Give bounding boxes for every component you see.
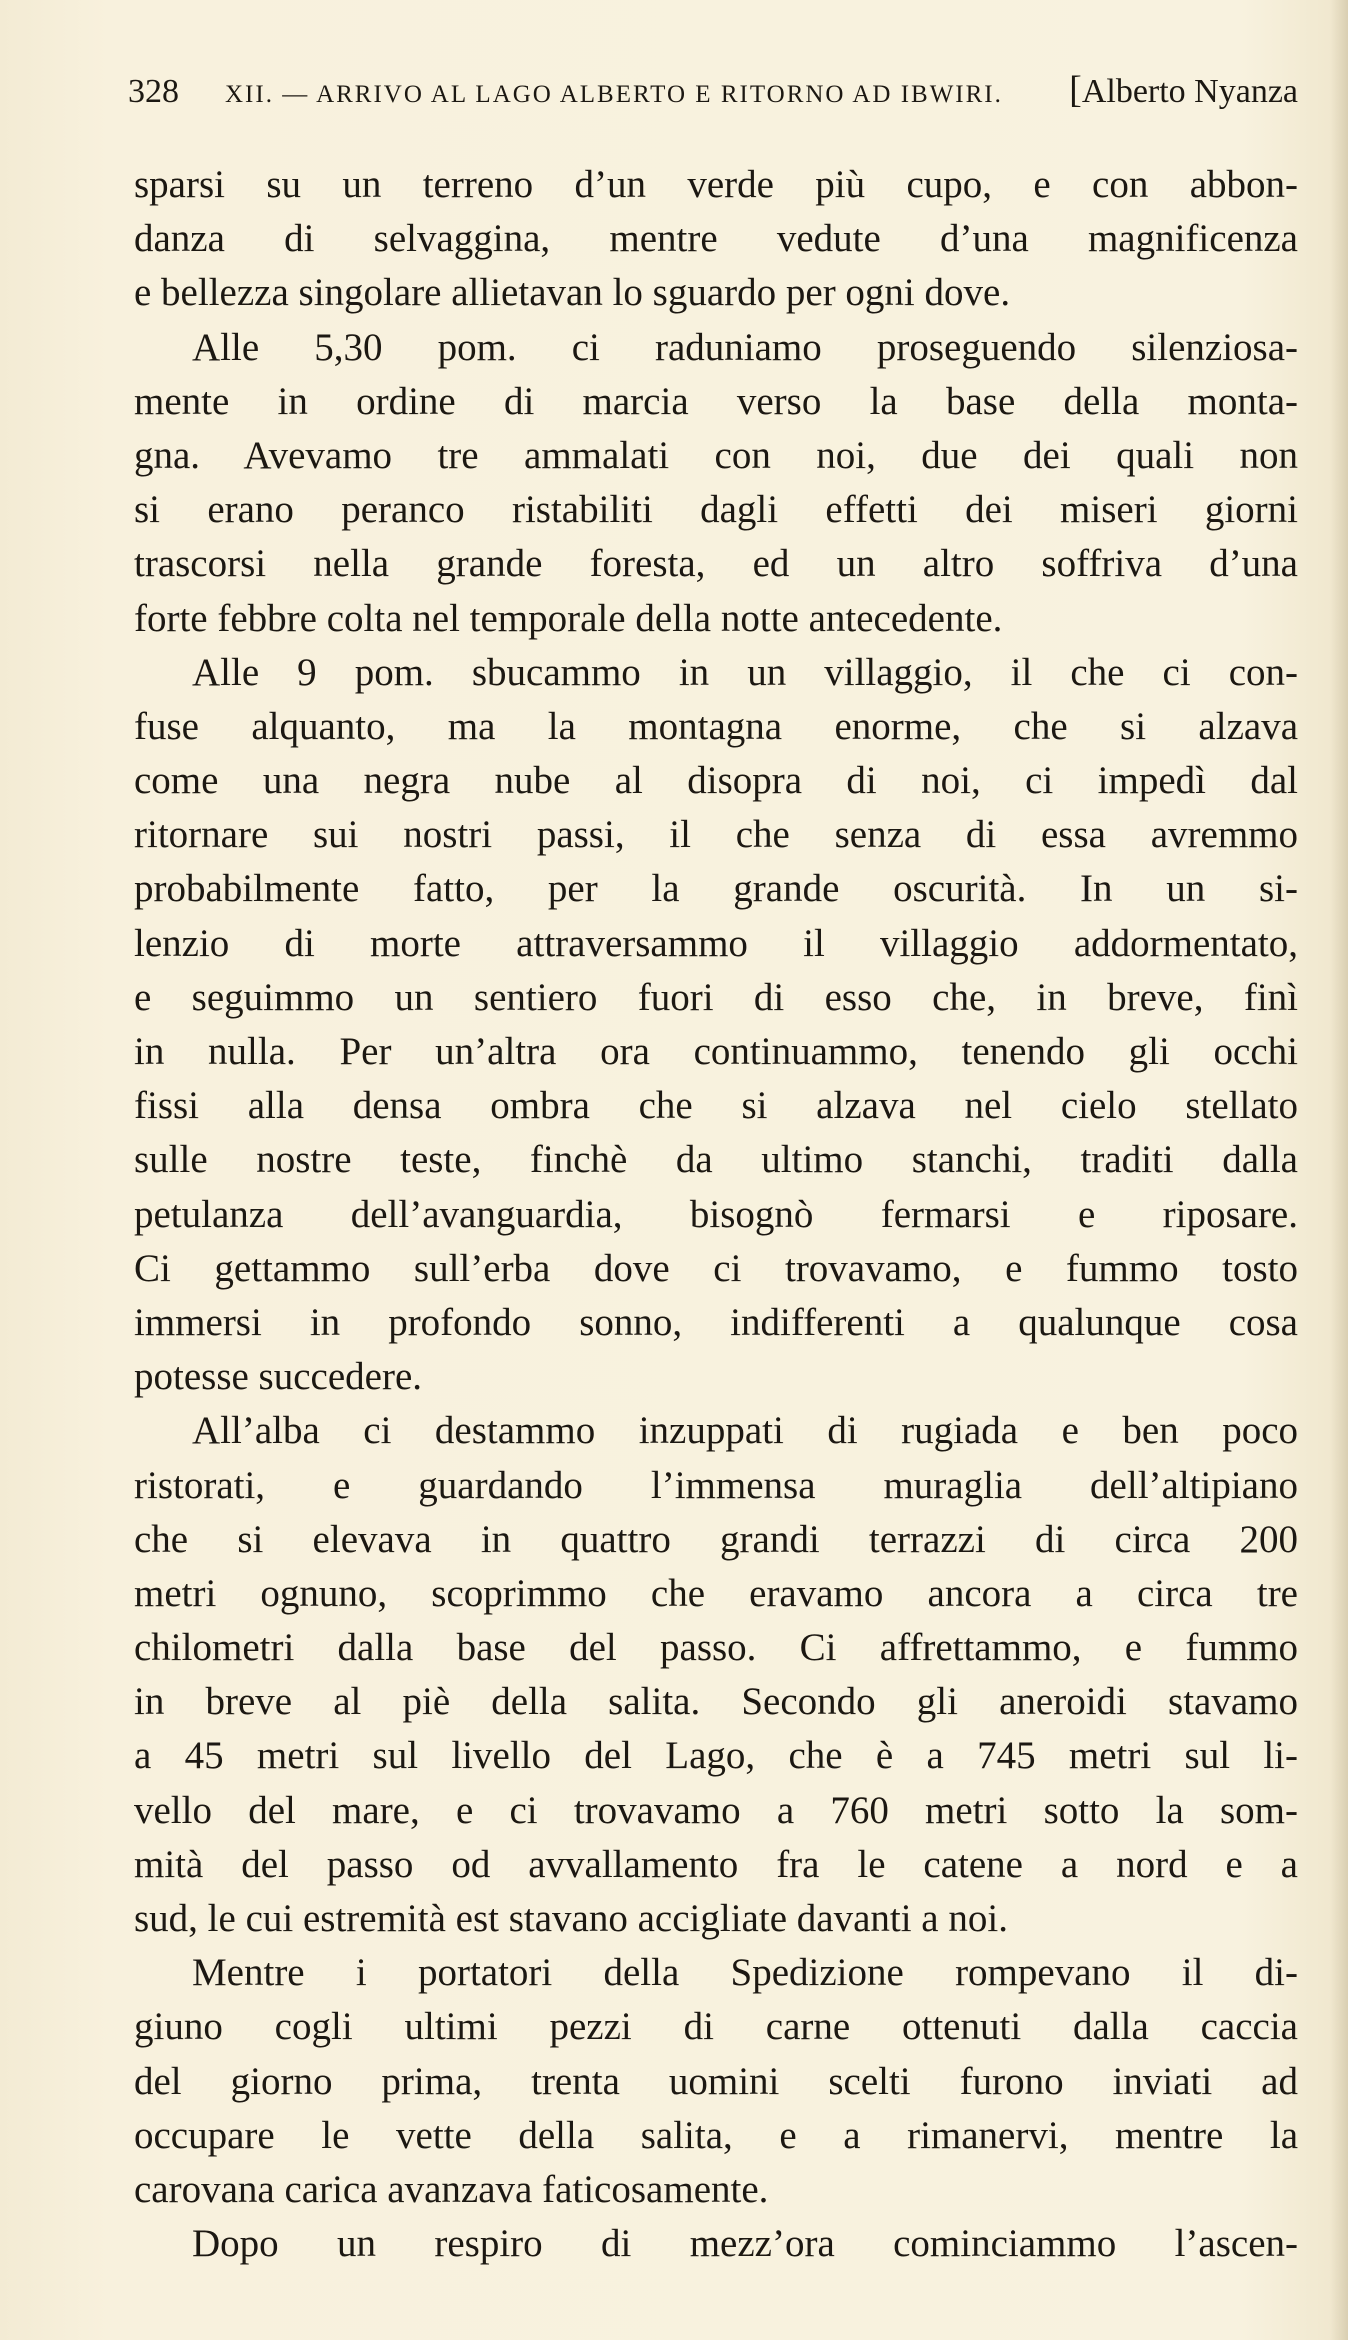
text-line: potesse succedere.: [134, 1355, 423, 1399]
page-number: 328: [128, 73, 179, 110]
text-line: chilometri dalla base del passo. Ci affrettammo, e fummo: [134, 1626, 1298, 1670]
text-line: che si elevava in quattro grandi terrazzi di circa 200: [134, 1517, 1298, 1561]
section-label: [1069, 68, 1298, 112]
text-line: carovana carica avanzava faticosamente.: [134, 2167, 769, 2211]
text-line: mente in ordine di marcia verso la base della monta-: [134, 379, 1298, 423]
text-line: del giorno prima, trenta uomini scelti furono inviati ad: [134, 2059, 1298, 2103]
text-line: fuse alquanto, ma la montagna enorme, che si alzava: [134, 704, 1298, 748]
text-line: petulanza dell’avanguardia, bisognò fermarsi e riposare.: [134, 1192, 1298, 1236]
text-line: ristorati, e guardando l’immensa muraglia dell’altipiano: [134, 1463, 1298, 1507]
text-line: Ci gettammo sull’erba dove ci trovavamo, e fummo tosto: [134, 1246, 1298, 1290]
text-line: gna. Avevamo tre ammalati con noi, due dei quali non: [134, 433, 1298, 477]
paragraph-start-line: Mentre i portatori della Spedizione rompevano il di-: [192, 1951, 1298, 1995]
text-line: danza di selvaggina, mentre vedute d’una magnificenza: [134, 217, 1298, 261]
text-line: e seguimmo un sentiero fuori di esso che, in breve, finì: [134, 975, 1298, 1019]
body-text: [134, 158, 1298, 2271]
running-header: [128, 68, 1298, 128]
text-line: forte febbre colta nel temporale della notte antecedente.: [134, 596, 1003, 640]
text-line: trascorsi nella grande foresta, ed un altro soffriva d’una: [134, 542, 1298, 586]
text-line: immersi in profondo sonno, indifferenti a qualunque cosa: [134, 1300, 1298, 1344]
text-line: metri ognuno, scoprimmo che eravamo ancora a circa tre: [134, 1571, 1298, 1615]
text-line: probabilmente fatto, per la grande oscurità. In un si-: [134, 867, 1298, 911]
text-line: lenzio di morte attraversammo il villaggio addormentato,: [134, 921, 1298, 965]
text-line: fissi alla densa ombra che si alzava nel cielo stellato: [134, 1084, 1298, 1128]
page-edge-shadow: [1330, 0, 1348, 2340]
section-title: Alberto Nyanza: [1081, 73, 1298, 110]
text-line: come una negra nube al disopra di noi, ci impedì dal: [134, 759, 1298, 803]
running-title: XII. — ARRIVO AL LAGO ALBERTO E RITORNO AD IBWIRI.: [225, 81, 1003, 108]
section-bracket: [: [1069, 69, 1082, 111]
text-line: in breve al piè della salita. Secondo gli aneroidi stavamo: [134, 1680, 1298, 1724]
text-line: sulle nostre teste, finchè da ultimo stanchi, traditi dalla: [134, 1138, 1298, 1182]
text-line: occupare le vette della salita, e a rimanervi, mentre la: [134, 2113, 1298, 2157]
text-line: in nulla. Per un’altra ora continuammo, tenendo gli occhi: [134, 1030, 1298, 1073]
text-line: sud, le cui estremità est stavano accigliate davanti a noi.: [134, 1897, 1008, 1940]
text-line: vello del mare, e ci trovavamo a 760 metri sotto la som-: [134, 1788, 1298, 1832]
text-line: mità del passo od avvallamento fra le catene a nord e a: [134, 1842, 1298, 1886]
text-line: a 45 metri sul livello del Lago, che è a 745 metri sul li-: [134, 1734, 1298, 1778]
text-line: si erano peranco ristabiliti dagli effetti dei miseri giorni: [134, 488, 1298, 532]
text-line: e bellezza singolare allietavan lo sguardo per ogni dove.: [134, 271, 1011, 315]
paragraph-start-line: Dopo un respiro di mezz’ora cominciammo l’ascen-: [192, 2222, 1298, 2266]
text-line: sparsi su un terreno d’un verde più cupo, e con abbon-: [134, 163, 1298, 206]
text-line: ritornare sui nostri passi, il che senza di essa avremmo: [134, 813, 1298, 857]
paragraph-start-line: Alle 5,30 pom. ci raduniamo proseguendo silenziosa-: [192, 325, 1298, 369]
text-line: giuno cogli ultimi pezzi di carne ottenuti dalla caccia: [134, 2005, 1298, 2049]
paragraph-start-line: All’alba ci destammo inzuppati di rugiada e ben poco: [192, 1409, 1298, 1453]
paragraph-start-line: Alle 9 pom. sbucammo in un villaggio, il che ci con-: [192, 650, 1298, 694]
